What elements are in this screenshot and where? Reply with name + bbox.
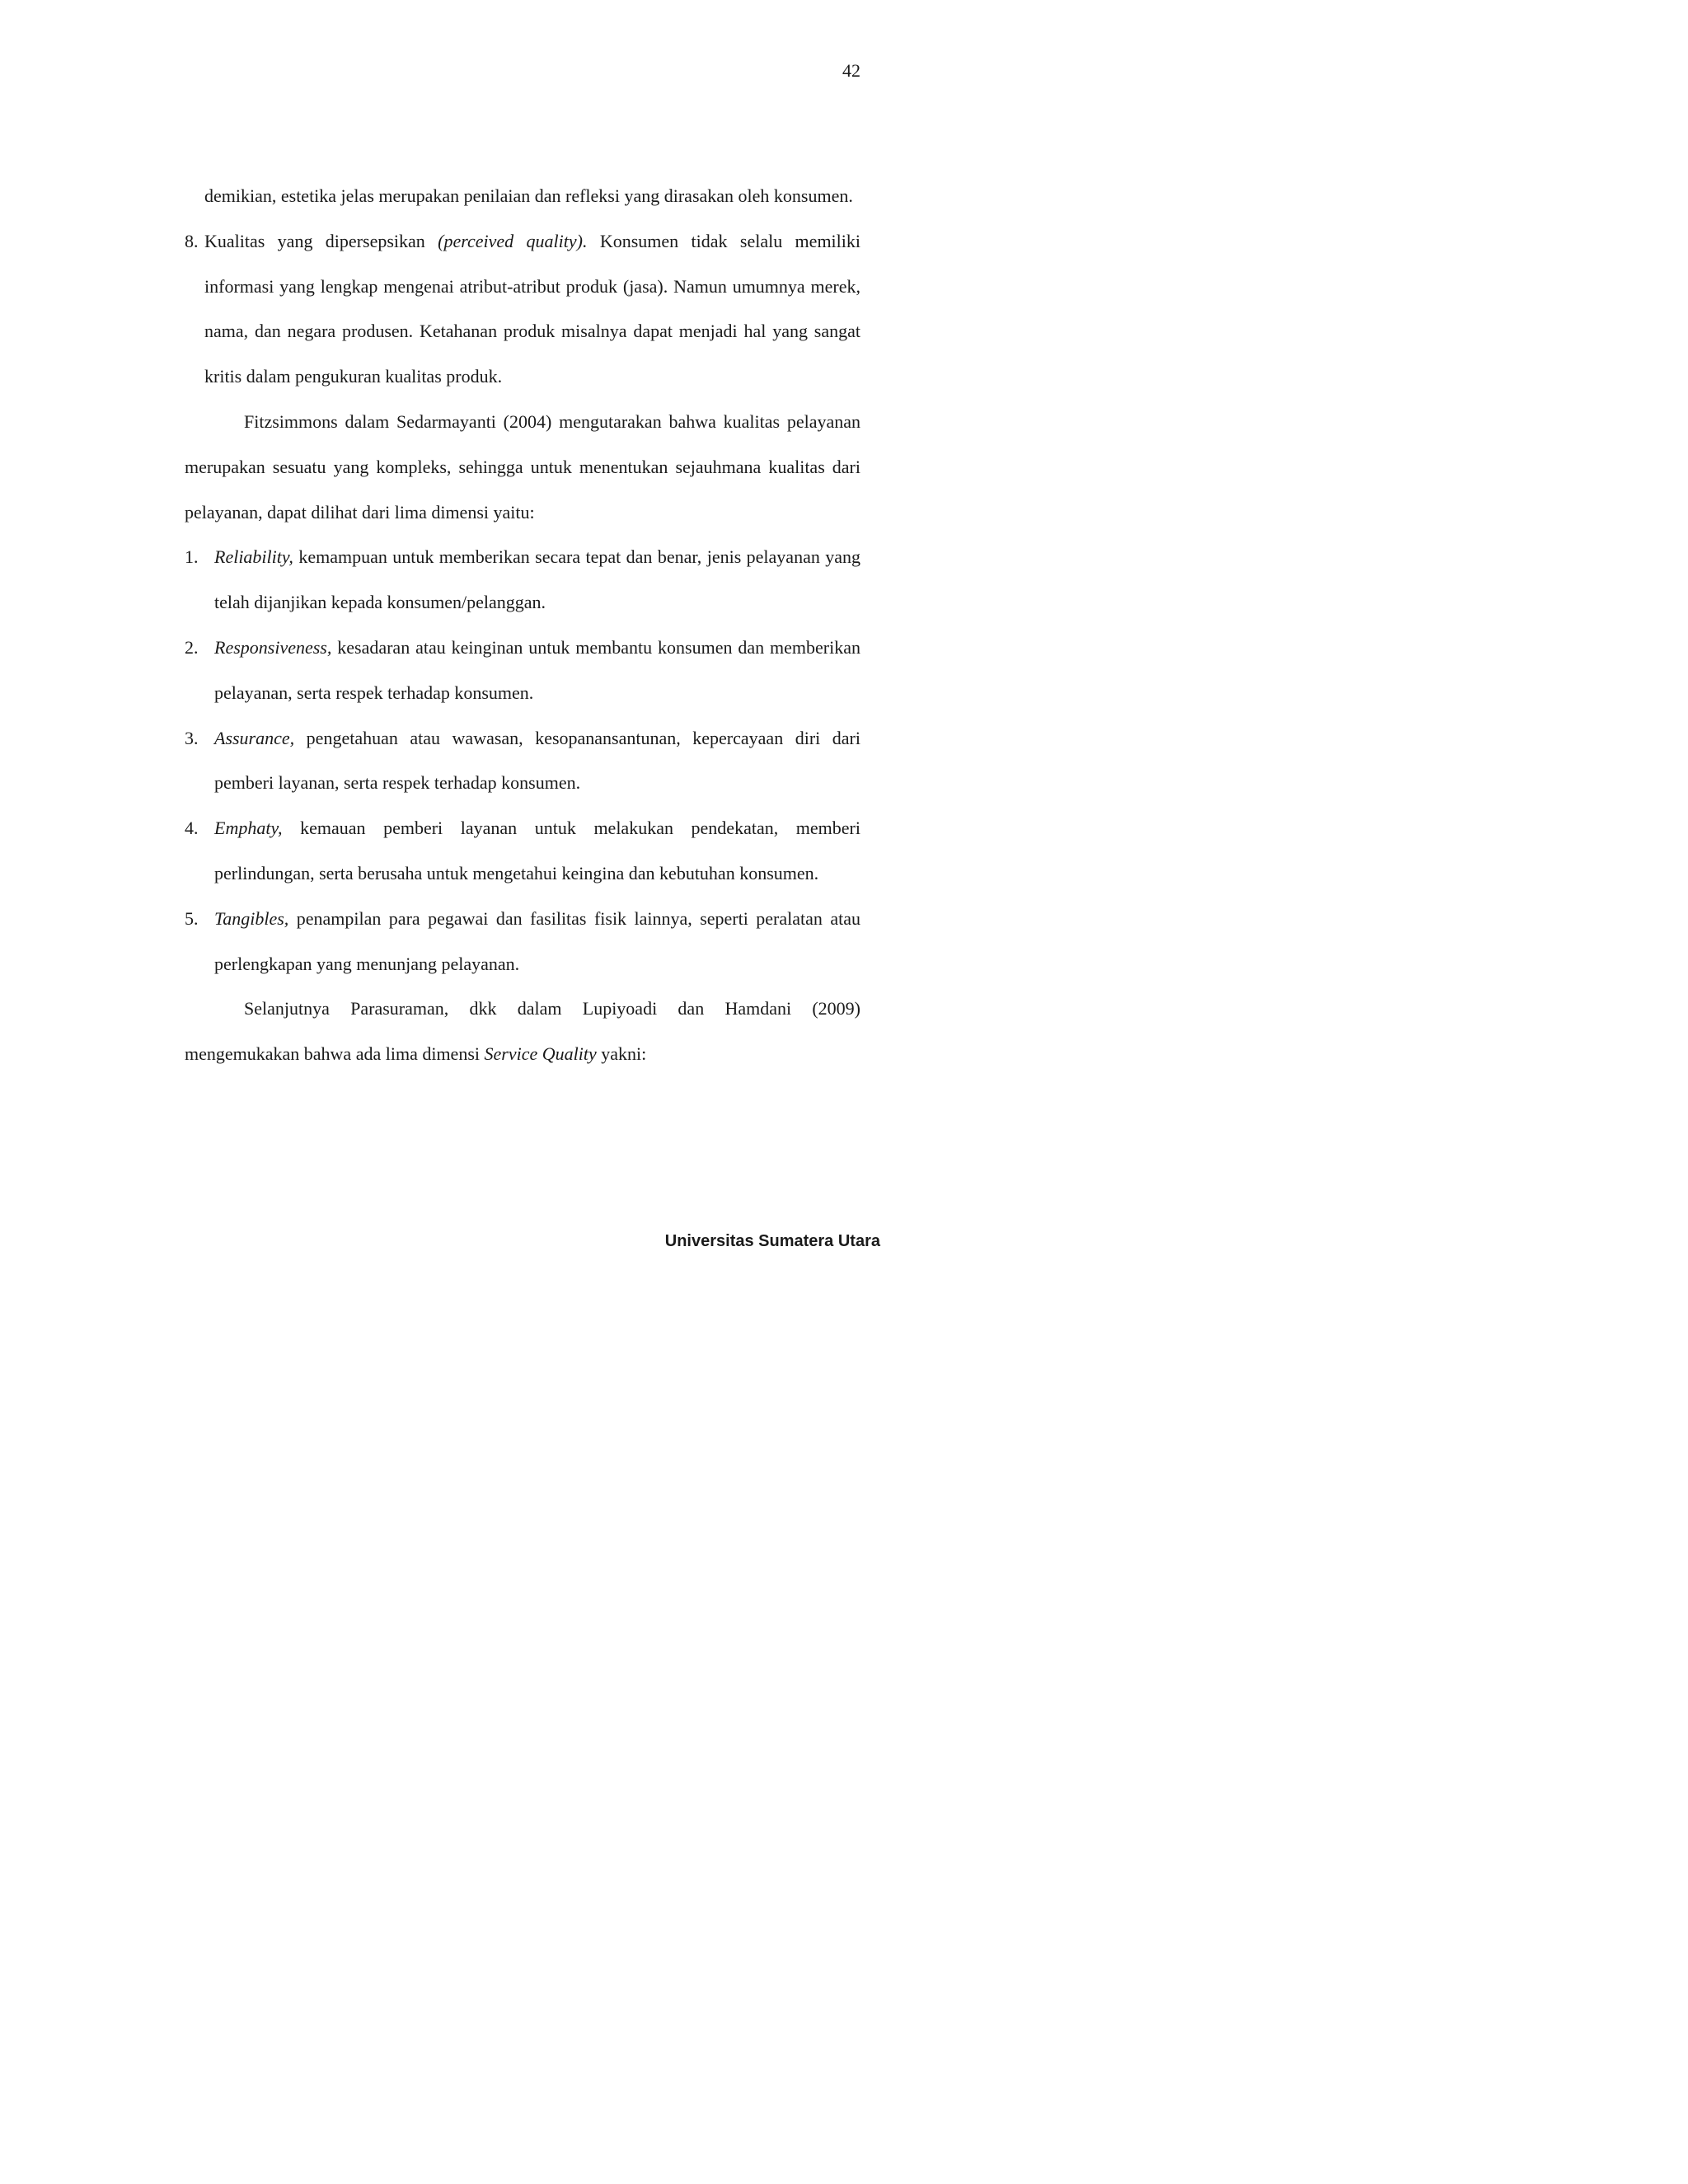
body-paragraph [185,987,860,1077]
item-description: kemampuan untuk memberikan secara tepat dan benar, jenis pelayanan yang telah dijanjikan kepada konsumen/pelanggan. [214,546,860,613]
item-description: pengetahuan atau wawasan, kesopanansantunan, kepercayaan diri dari pemberi layanan, serta respek terhadap konsumen. [214,727,860,794]
item-term: Responsiveness, [214,636,332,658]
list-item-text [214,626,860,716]
list-marker: 8. [185,230,199,251]
list-item-text [214,897,860,987]
document-page [0,0,1009,1305]
list-item-dimension [185,535,860,626]
item-term: (perceived quality). [438,230,588,251]
body-text [185,174,860,1077]
continuation-paragraph: demikian, estetika jelas merupakan penilaian dan refleksi yang dirasakan oleh konsumen. [204,185,853,206]
list-item-text [204,219,860,400]
list-item-text [214,806,860,897]
list-marker: 3. [185,727,199,748]
item-term: Emphaty, [214,818,283,839]
paragraph-text-end: yakni: [596,1043,647,1065]
list-marker: 2. [185,636,199,658]
list-item-8 [185,219,860,400]
university-footer: Universitas Sumatera Utara [664,1232,880,1250]
list-item-text [214,535,860,626]
page-number: 42 [842,60,860,81]
list-item-dimension [185,626,860,716]
paragraph-text: Selanjutnya Parasuraman, dkk dalam Lupiyoadi dan Hamdani (2009) mengemukakan bahwa ada lima dimensi [185,998,860,1065]
item-description: Konsumen tidak selalu memiliki informasi yang lengkap mengenai atribut-atribut produk (jasa). Namun umumnya merek, nama, dan negara produsen. Ketahanan produk misalnya dapat menjadi hal yang sangat kritis dalam pengukuran kualitas produk. [204,230,860,387]
list-item-dimension [185,897,860,987]
item-description: penampilan para pegawai dan fasilitas fisik lainnya, seperti peralatan atau perlengkapan yang menunjang pelayanan. [214,907,860,974]
body-paragraph: Fitzsimmons dalam Sedarmayanti (2004) mengutarakan bahwa kualitas pelayanan merupakan sesuatu yang kompleks, sehingga untuk menentukan sejauhmana kualitas dari pelayanan, dapat dilihat dari lima dimensi yaitu: [185,410,860,523]
item-description: kesadaran atau keinginan untuk membantu konsumen dan memberikan pelayanan, serta respek terhadap konsumen. [214,636,860,703]
service-quality-term: Service Quality [484,1043,597,1065]
item-term: Reliability, [214,546,293,568]
item-description: kemauan pemberi layanan untuk melakukan pendekatan, memberi perlindungan, serta berusaha untuk mengetahui keingina dan kebutuhan konsumen. [214,818,860,883]
list-item-text [214,716,860,807]
list-item-dimension [185,716,860,807]
list-marker: 5. [185,907,199,929]
list-marker: 1. [185,546,199,568]
list-marker: 4. [185,818,199,839]
item-term: Assurance, [214,727,295,748]
list-item-dimension [185,806,860,897]
item-term: Tangibles, [214,907,289,929]
item-lead: Kualitas yang dipersepsikan [204,230,438,251]
